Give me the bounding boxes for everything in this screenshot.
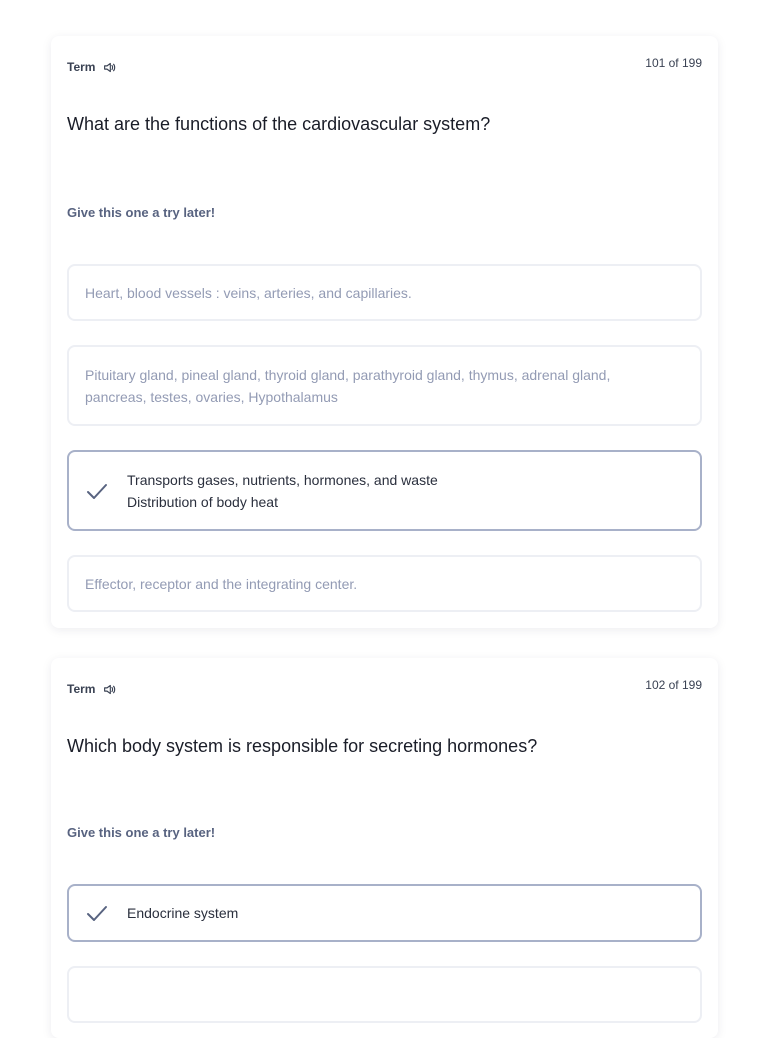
check-icon <box>85 901 109 925</box>
question-card-102 <box>51 658 718 1038</box>
answer-option[interactable] <box>67 264 702 321</box>
speaker-icon[interactable] <box>103 61 116 74</box>
check-icon <box>85 479 109 503</box>
answer-option[interactable] <box>67 345 702 426</box>
term-label: Term <box>67 682 96 696</box>
question-text: What are the functions of the cardiovascular system? <box>67 114 491 134</box>
term-label: Term <box>67 60 96 74</box>
answer-option[interactable] <box>67 966 702 1023</box>
term-header <box>67 682 116 696</box>
answer-option-text: Pituitary gland, pineal gland, thyroid gland, parathyroid gland, thymus, adrenal gland, pancreas, testes, ovaries, Hypothalamus <box>85 366 611 405</box>
answer-option[interactable] <box>67 555 702 612</box>
answer-option-text: Transports gases, nutrients, hormones, and waste Distribution of body heat <box>127 471 438 510</box>
try-later-label: Give this one a try later! <box>67 205 216 220</box>
answer-option-text: Heart, blood vessels : veins, arteries, and capillaries. <box>85 284 412 301</box>
answer-option-text: Endocrine system <box>127 905 239 921</box>
speaker-icon[interactable] <box>103 683 116 696</box>
term-header <box>67 60 116 74</box>
answer-option-text: Effector, receptor and the integrating center. <box>85 575 358 592</box>
answer-option-correct[interactable] <box>67 884 702 942</box>
question-card-101 <box>51 36 718 628</box>
card-counter: 101 of 199 <box>645 56 702 70</box>
try-later-label: Give this one a try later! <box>67 825 216 840</box>
question-text: Which body system is responsible for secreting hormones? <box>67 736 538 756</box>
card-counter: 102 of 199 <box>645 678 702 692</box>
answer-option-correct[interactable] <box>67 450 702 531</box>
